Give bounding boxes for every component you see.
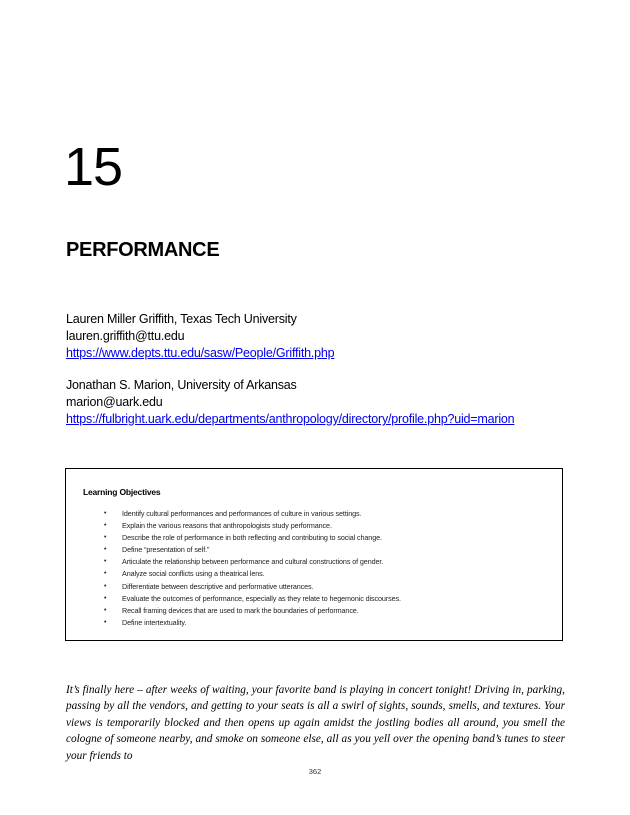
objective-text: Articulate the relationship between performance and cultural constructions of gender. bbox=[122, 557, 384, 567]
objective-text: Recall framing devices that are used to mark the boundaries of performance. bbox=[122, 605, 359, 615]
chapter-title: PERFORMANCE bbox=[66, 239, 220, 261]
page-number: 362 bbox=[308, 767, 322, 776]
bullet-icon: • bbox=[104, 546, 107, 554]
author-profile-link[interactable]: https://www.depts.ttu.edu/sasw/People/Griffith.php bbox=[66, 346, 335, 360]
objective-text: Describe the role of performance in both reflecting and contributing to social change. bbox=[122, 533, 382, 543]
bullet-icon: • bbox=[104, 618, 107, 626]
objective-text: Evaluate the outcomes of performance, especially as they relate to hegemonic discourses. bbox=[122, 593, 401, 603]
bullet-icon: • bbox=[104, 606, 107, 614]
bullet-icon: • bbox=[104, 534, 107, 542]
author-email: lauren.griffith@ttu.edu bbox=[66, 329, 185, 343]
bullet-icon: • bbox=[104, 510, 107, 517]
objective-text: Define “presentation of self.” bbox=[122, 545, 210, 555]
author-block-2 bbox=[66, 377, 514, 428]
bullet-icon: • bbox=[104, 594, 107, 602]
learning-objectives-heading: Learning Objectives bbox=[83, 487, 161, 497]
bullet-icon: • bbox=[104, 582, 107, 590]
learning-objectives-box bbox=[65, 468, 563, 641]
author-profile-link[interactable]: https://fulbright.uark.edu/departments/anthropology/directory/profile.php?uid=marion bbox=[66, 412, 515, 426]
author-name-affiliation: Jonathan S. Marion, University of Arkansas bbox=[66, 378, 297, 392]
bullet-icon: • bbox=[104, 522, 107, 530]
objective-text: Explain the various reasons that anthropologists study performance. bbox=[122, 521, 332, 531]
objective-text: Identify cultural performances and performances of culture in various settings. bbox=[122, 509, 362, 518]
author-name-affiliation: Lauren Miller Griffith, Texas Tech University bbox=[66, 312, 297, 326]
author-block-1 bbox=[66, 311, 334, 362]
bullet-icon: • bbox=[104, 570, 107, 578]
objective-text: Analyze social conflicts using a theatrical lens. bbox=[122, 569, 265, 579]
bullet-icon: • bbox=[104, 558, 107, 566]
objective-text: Differentiate between descriptive and performative utterances. bbox=[122, 581, 314, 591]
chapter-number: 15 bbox=[64, 137, 123, 197]
intro-paragraph: It’s finally here – after weeks of waiting, your favorite band is playing in concert tonight! Driving in, parking, passing by all the vendors, and getting to your seats is all a swirl of sights, sounds, smells, and textures. Your views is temporarily blocked and then opens up again amidst the jostling bodies all around, you smell the cologne of someone nearby, and smoke on someone else, all as you yell over the opening band’s tunes to steer your friends to bbox=[66, 684, 565, 762]
objective-text: Define intertextuality. bbox=[122, 617, 187, 627]
author-email: marion@uark.edu bbox=[66, 395, 163, 409]
